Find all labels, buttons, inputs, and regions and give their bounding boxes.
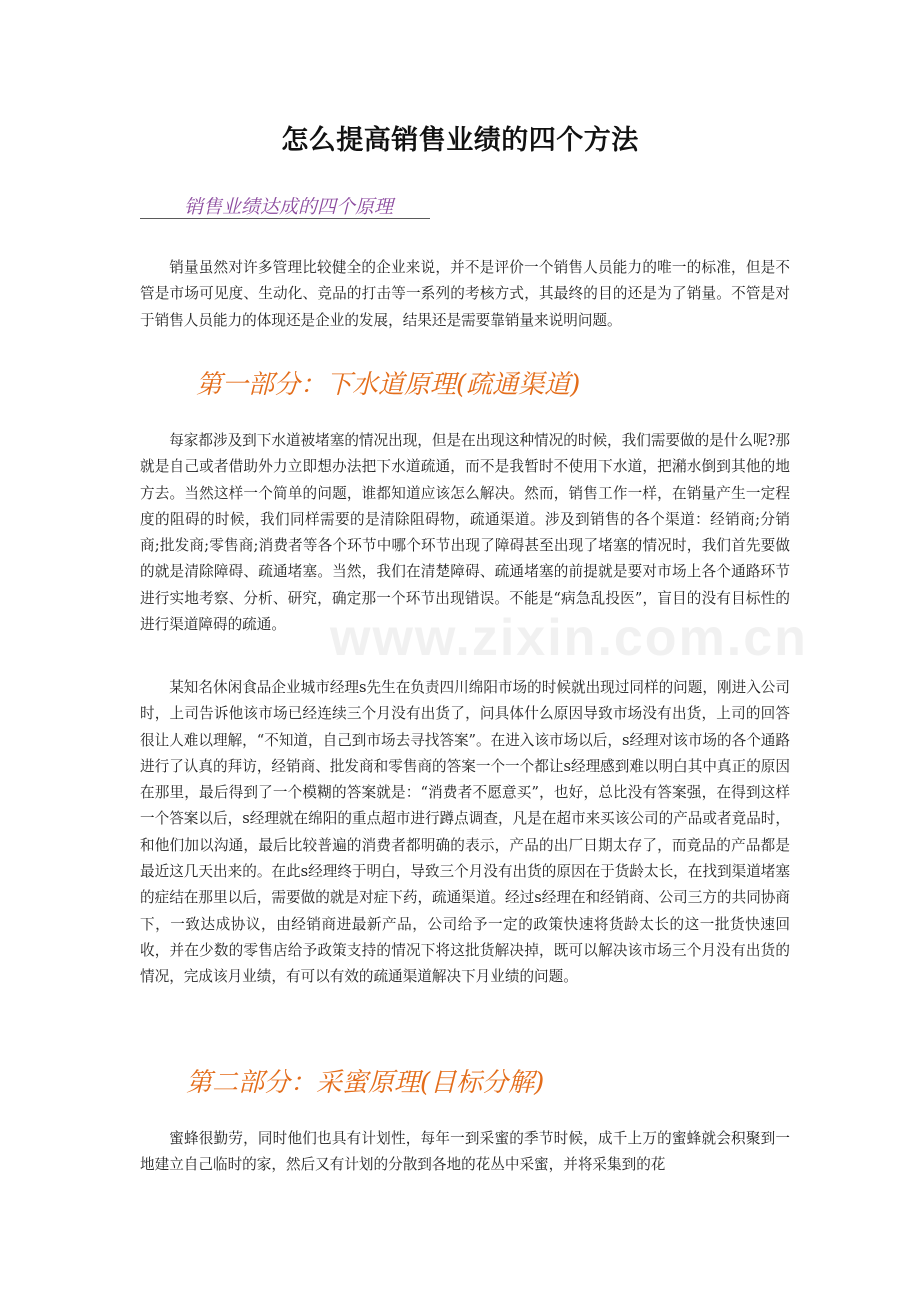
subtitle: 销售业绩达成的四个原理 [184,196,394,218]
section-1-paragraph-1: 每家都涉及到下水道被堵塞的情况出现，但是在出现这种情况的时候，我们需要做的是什么呢?那就是自己或者借助外力立即想办法把下水道疏通，而不是我暂时不使用下水道，把潲水倒到其他的地方去。当然这样一个简单的问题，谁都知道应该怎么解决。然而，销售工作一样，在销量产生一定程度的阻碍的时候，我们同样需要的是清除阻碍物，疏通渠道。涉及到销售的各个渠道：经销商;分销商;批发商;零售商;消费者等各个环节中哪个环节出现了障碍甚至出现了堵塞的情况时，我们首先要做的就是清除障碍、疏通堵塞。当然，我们在清楚障碍、疏通堵塞的前提就是要对市场上各个通路环节进行实地考察、分析、研究，确定那一个环节出现错误。不能是“病急乱投医”，盲目的没有目标性的进行渠道障碍的疏通。 [140,432,790,634]
intro-paragraph: 销量虽然对许多管理比较健全的企业来说，并不是评价一个销售人员能力的唯一的标准，但是不管是市场可见度、生动化、竞品的打击等一系列的考核方式，其最终的目的还是为了销量。不管是对于销售人员能力的体现还是企业的发展，结果还是需要靠销量来说明问题。 [140,259,790,329]
section-1-heading: 第一部分：下水道原理(疏通渠道) [196,370,581,400]
section-1-paragraph-2: 某知名休闲食品企业城市经理s先生在负责四川绵阳市场的时候就出现过同样的问题，刚进入公司时，上司告诉他该市场已经连续三个月没有出货了，问具体什么原因导致市场没有出货，上司的回答很让人难以理解，“不知道，自己到市场去寻找答案”。在进入该市场以后，s经理对该市场的各个通路进行了认真的拜访，经销商、批发商和零售商的答案一个一个都让s经理感到难以明白其中真正的原因在那里，最后得到了一个模糊的答案就是：“消费者不愿意买”，也好，总比没有答案强，在得到这样一个答案以后，s经理就在绵阳的重点超市进行蹲点调查，凡是在超市来买该公司的产品或者竟品时，和他们加以沟通，最后比较普遍的消费者都明确的表示，产品的出厂日期太存了，而竟品的产品都是最近这几天出来的。在此s经理终于明白，导致三个月没有出货的原因在于货龄太长，在找到渠道堵塞的症结在那里以后，需要做的就是对症下药，疏通渠道。经过s经理在和经销商、公司三方的共同协商下，一致达成协议，由经销商进最新产品，公司给予一定的政策快速将货龄太长的这一批货快速回收，并在少数的零售店给予政策支持的情况下将这批货解决掉，既可以解决该市场三个月没有出货的情况，完成该月业绩，有可以有效的疏通渠道解决下月业绩的问题。 [140,679,790,986]
section-2-paragraph-1: 蜜蜂很勤劳，同时他们也具有计划性，每年一到采蜜的季节时候，成千上万的蜜蜂就会积聚到一地建立自己临时的家，然后又有计划的分散到各地的花丛中采蜜，并将采集到的花 [140,1130,790,1174]
section-2-heading: 第二部分：采蜜原理(目标分解) [186,1068,545,1098]
watermark: www.zixin.com.cn [330,609,808,667]
page-title: 怎么提高销售业绩的四个方法 [281,125,639,156]
